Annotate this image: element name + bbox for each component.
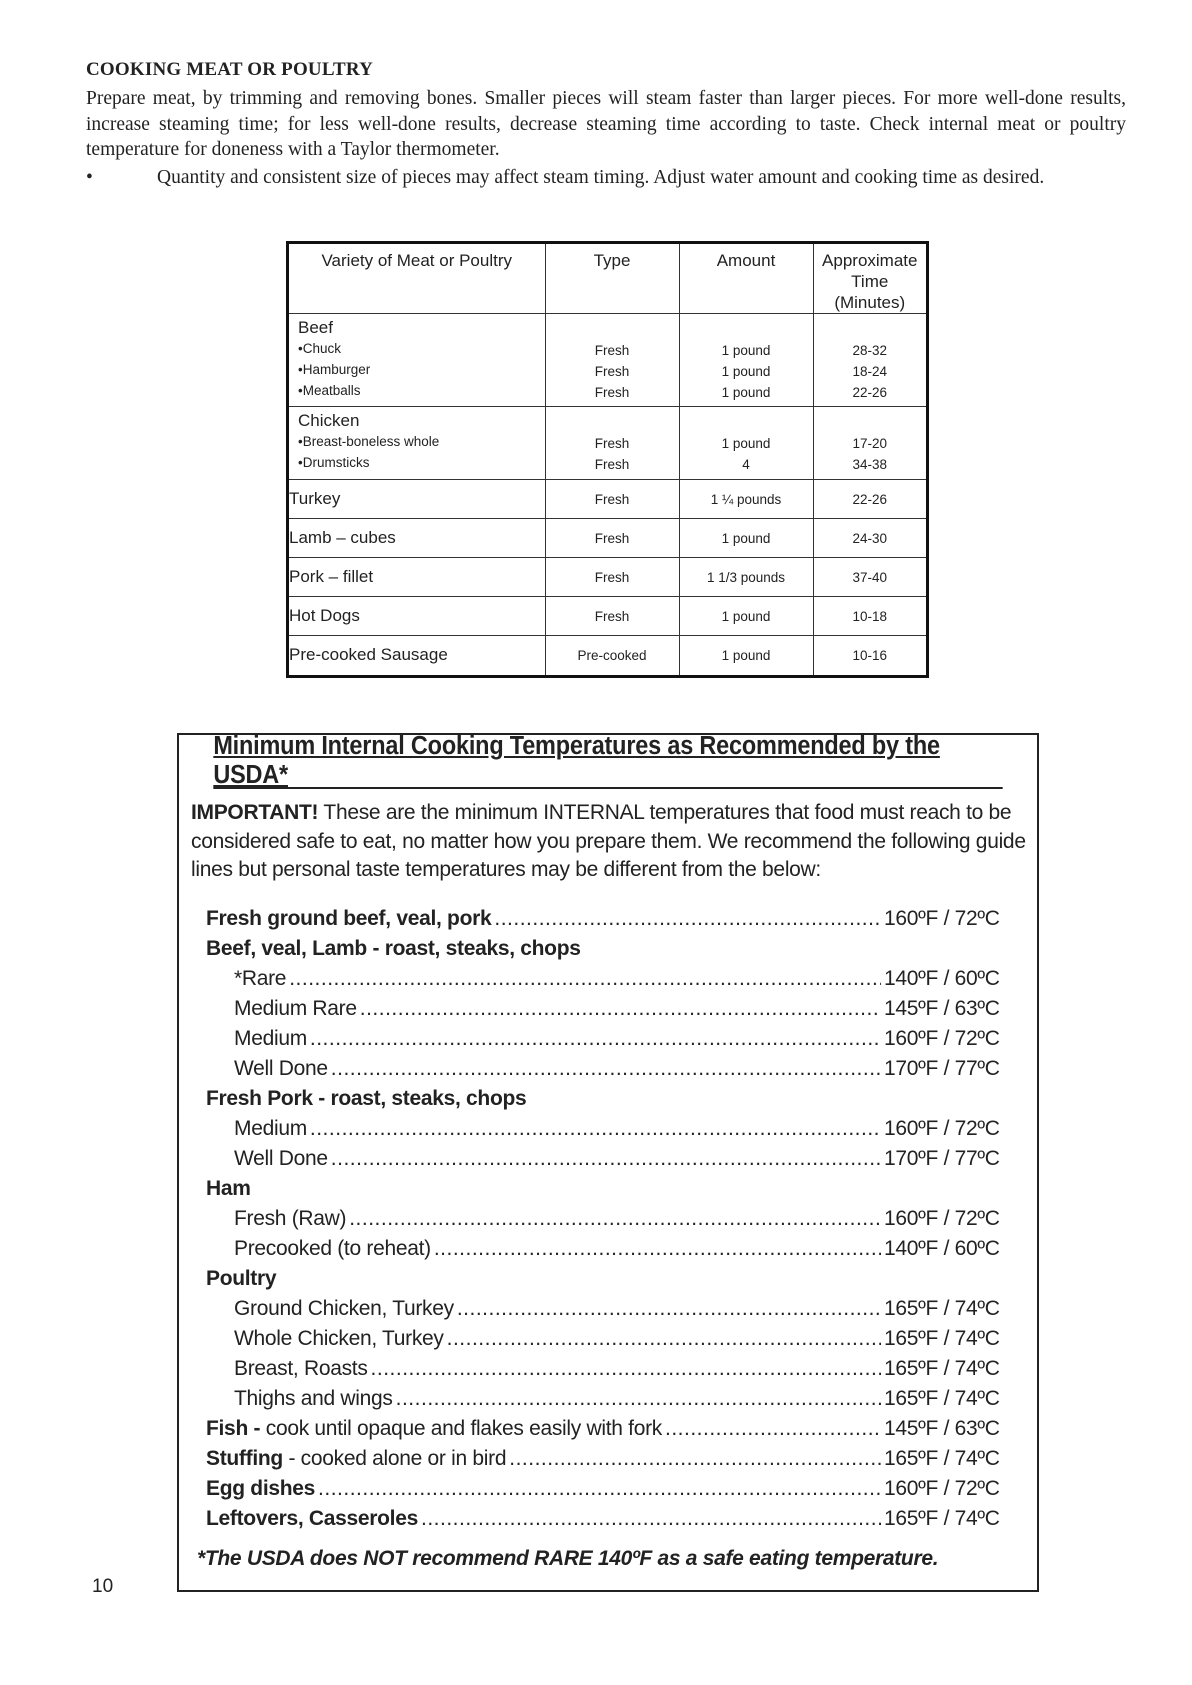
temp-row — [206, 1237, 1000, 1267]
section-heading: COOKING MEAT OR POULTRY — [86, 59, 374, 80]
temp-value: 165ºF / 74ºC — [884, 1447, 1000, 1470]
temp-label: Fish - cook until opaque and flakes easily with fork — [206, 1417, 662, 1440]
temp-row — [206, 1327, 1000, 1357]
temp-value: 170ºF / 77ºC — [884, 1057, 1000, 1080]
chicken-time-cell — [813, 407, 926, 480]
bullet-text: Quantity and consistent size of pieces may affect steam timing. Adjust water amount and cooking time as desired. — [157, 167, 1045, 188]
beef-time: 22-26 — [852, 385, 888, 400]
beef-item-name: •Meatballs — [298, 383, 361, 398]
type-value: Fresh — [545, 597, 679, 636]
header-time — [813, 244, 926, 314]
important-label: IMPORTANT! — [191, 801, 319, 824]
temp-value: 160ºF / 72ºC — [884, 1207, 1000, 1230]
chicken-amount: 1 pound — [721, 436, 771, 451]
chicken-type: Fresh — [594, 457, 630, 472]
time-value: 37-40 — [813, 558, 926, 597]
page-number: 10 — [92, 1576, 114, 1597]
amount-value: 1 pound — [679, 636, 813, 675]
beef-type: Fresh — [594, 385, 630, 400]
table-row — [289, 519, 926, 558]
temp-label: Medium Rare — [234, 997, 357, 1020]
beef-time: 18-24 — [852, 364, 888, 379]
important-notice — [191, 799, 1036, 885]
temp-row — [206, 1447, 1000, 1477]
table-row — [289, 558, 926, 597]
temp-label: Fresh (Raw) — [234, 1207, 347, 1230]
category-heading: Poultry — [206, 1267, 277, 1290]
variety-name: Pre-cooked Sausage — [289, 636, 545, 675]
temp-value: 165ºF / 74ºC — [884, 1387, 1000, 1410]
temp-label: Well Done — [234, 1057, 328, 1080]
usda-temperature-box — [177, 733, 1039, 1592]
temp-label: Stuffing - cooked alone or in bird — [206, 1447, 507, 1470]
temp-row — [206, 1147, 1000, 1177]
temp-row — [206, 1357, 1000, 1387]
chicken-type-cell — [545, 407, 679, 480]
header-time-line1: Approximate — [822, 251, 918, 270]
type-value: Fresh — [545, 558, 679, 597]
chicken-time: 17-20 — [852, 436, 888, 451]
chicken-item-name: •Drumsticks — [298, 455, 370, 470]
temp-value: 165ºF / 74ºC — [884, 1357, 1000, 1380]
temp-label: Thighs and wings — [234, 1387, 393, 1410]
amount-value: 1 1/3 pounds — [679, 558, 813, 597]
beef-type-cell — [545, 314, 679, 407]
temp-row — [206, 1027, 1000, 1057]
beef-variety-cell — [289, 314, 545, 407]
temp-value: 160ºF / 72ºC — [884, 1117, 1000, 1140]
table-row — [289, 597, 926, 636]
time-value: 24-30 — [813, 519, 926, 558]
beef-amount: 1 pound — [721, 364, 771, 379]
temp-value: 165ºF / 74ºC — [884, 1297, 1000, 1320]
temp-row — [206, 967, 1000, 997]
variety-name: Pork – fillet — [289, 558, 545, 597]
bullet-symbol: • — [86, 167, 93, 188]
type-value: Fresh — [545, 480, 679, 519]
table-header-row — [289, 244, 926, 314]
temp-value: 140ºF / 60ºC — [884, 967, 1000, 990]
temp-value: 145ºF / 63ºC — [884, 1417, 1000, 1440]
time-value: 10-16 — [813, 636, 926, 675]
beef-time: 28-32 — [852, 343, 888, 358]
temp-value: 165ºF / 74ºC — [884, 1507, 1000, 1530]
header-type: Type — [545, 244, 679, 314]
temp-label: Medium — [234, 1117, 307, 1140]
temp-label: Medium — [234, 1027, 307, 1050]
type-value: Pre-cooked — [545, 636, 679, 675]
temp-label: Ground Chicken, Turkey — [234, 1297, 454, 1320]
amount-value: 1 pound — [679, 519, 813, 558]
beef-amount: 1 pound — [721, 385, 771, 400]
temp-row — [206, 1297, 1000, 1327]
header-time-line2: Time — [851, 272, 889, 291]
temp-label: Breast, Roasts — [234, 1357, 368, 1380]
header-amount: Amount — [679, 244, 813, 314]
steaming-time-table — [286, 241, 929, 678]
beef-type: Fresh — [594, 364, 630, 379]
important-text: These are the minimum INTERNAL temperatures that food must reach to be considered safe to eat, no matter how you prepare them. We recommend the following guide lines but personal taste temperatures may be different from the below: — [191, 801, 1026, 881]
table-row-chicken — [289, 407, 926, 480]
usda-title: Minimum Internal Cooking Temperatures as Recommended by the USDA* — [213, 735, 1002, 789]
temp-value: 160ºF / 72ºC — [884, 1477, 1000, 1500]
usda-footnote: *The USDA does NOT recommend RARE 140ºF as a safe eating temperature. — [197, 1547, 939, 1570]
temperature-list — [206, 907, 1000, 1537]
temp-label: Well Done — [234, 1147, 328, 1170]
category-heading: Fresh Pork - roast, steaks, chops — [206, 1087, 527, 1110]
temp-row — [206, 1057, 1000, 1087]
variety-name: Lamb – cubes — [289, 519, 545, 558]
temp-row — [206, 1417, 1000, 1447]
chicken-type: Fresh — [594, 436, 630, 451]
temp-label: Fresh ground beef, veal, pork — [206, 907, 492, 930]
category-heading: Ham — [206, 1177, 251, 1200]
amount-value: 1 pound — [679, 597, 813, 636]
beef-amount: 1 pound — [721, 343, 771, 358]
chicken-variety-cell — [289, 407, 545, 480]
chicken-group-name: Chicken — [298, 411, 360, 430]
temp-label: Whole Chicken, Turkey — [234, 1327, 444, 1350]
temp-row — [206, 1207, 1000, 1237]
intro-paragraph: Prepare meat, by trimming and removing bones. Smaller pieces will steam faster than larger pieces. For more well-done results, increase steaming time; for less well-done results, decrease steaming time according to taste. Check internal meat or poultry temperature for doneness with a Taylor thermometer. — [86, 88, 1126, 160]
temp-row — [206, 1387, 1000, 1417]
beef-amount-cell — [679, 314, 813, 407]
variety-name: Hot Dogs — [289, 597, 545, 636]
temp-value: 170ºF / 77ºC — [884, 1147, 1000, 1170]
beef-time-cell — [813, 314, 926, 407]
temp-row — [206, 1117, 1000, 1147]
header-time-line3: (Minutes) — [834, 293, 906, 312]
time-value: 22-26 — [813, 480, 926, 519]
beef-item-name: •Chuck — [298, 341, 341, 356]
type-value: Fresh — [545, 519, 679, 558]
temp-value: 160ºF / 72ºC — [884, 1027, 1000, 1050]
temp-label: Leftovers, Casseroles — [206, 1507, 418, 1530]
temp-label: *Rare — [234, 967, 287, 990]
variety-name: Turkey — [289, 480, 545, 519]
chicken-amount-cell — [679, 407, 813, 480]
chicken-item-name: •Breast-boneless whole — [298, 434, 440, 449]
table-row — [289, 480, 926, 519]
beef-group-name: Beef — [298, 318, 333, 337]
temp-value: 145ºF / 63ºC — [884, 997, 1000, 1020]
header-variety: Variety of Meat or Poultry — [289, 244, 545, 314]
beef-type: Fresh — [594, 343, 630, 358]
category-heading: Beef, veal, Lamb - roast, steaks, chops — [206, 937, 581, 960]
amount-value: 1 ¼ pounds — [679, 480, 813, 519]
temp-row — [206, 1477, 1000, 1507]
temp-label: Precooked (to reheat) — [234, 1237, 431, 1260]
temp-value: 160ºF / 72ºC — [884, 907, 1000, 930]
temp-row — [206, 907, 1000, 937]
time-value: 10-18 — [813, 597, 926, 636]
temp-row — [206, 997, 1000, 1027]
table-row-beef — [289, 314, 926, 407]
table-row — [289, 636, 926, 675]
chicken-amount: 4 — [742, 457, 750, 472]
temp-value: 140ºF / 60ºC — [884, 1237, 1000, 1260]
temp-value: 165ºF / 74ºC — [884, 1327, 1000, 1350]
chicken-time: 34-38 — [852, 457, 888, 472]
beef-item-name: •Hamburger — [298, 362, 371, 377]
temp-label: Egg dishes — [206, 1477, 316, 1500]
temp-row — [206, 1507, 1000, 1537]
